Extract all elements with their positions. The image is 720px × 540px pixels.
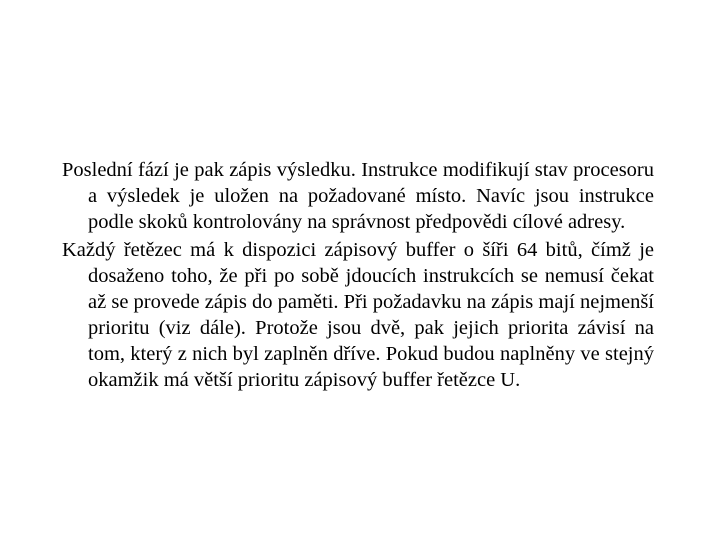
paragraph-write-buffer: Každý řetězec má k dispozici zápisový buffer o šíři 64 bitů, čímž je dosaženo toho, že při po sobě jdoucích instrukcích se nemusí čekat až se provede zápis do paměti. Při požadavku na zápis mají nejmenší prioritu (viz dále). Protože jsou dvě, pak jejich priorita závisí na tom, který z nich byl zaplněn dříve. Pokud budou naplněny ve stejný okamžik má větší prioritu zápisový buffer řetězce U. — [62, 239, 654, 391]
body-text — [62, 157, 654, 395]
paragraph-write-result: Poslední fází je pak zápis výsledku. Instrukce modifikují stav procesoru a výsledek je uložen na požadované místo. Navíc jsou instrukce podle skoků kontrolovány na správnost předpovědi cílové adresy. — [62, 159, 654, 233]
